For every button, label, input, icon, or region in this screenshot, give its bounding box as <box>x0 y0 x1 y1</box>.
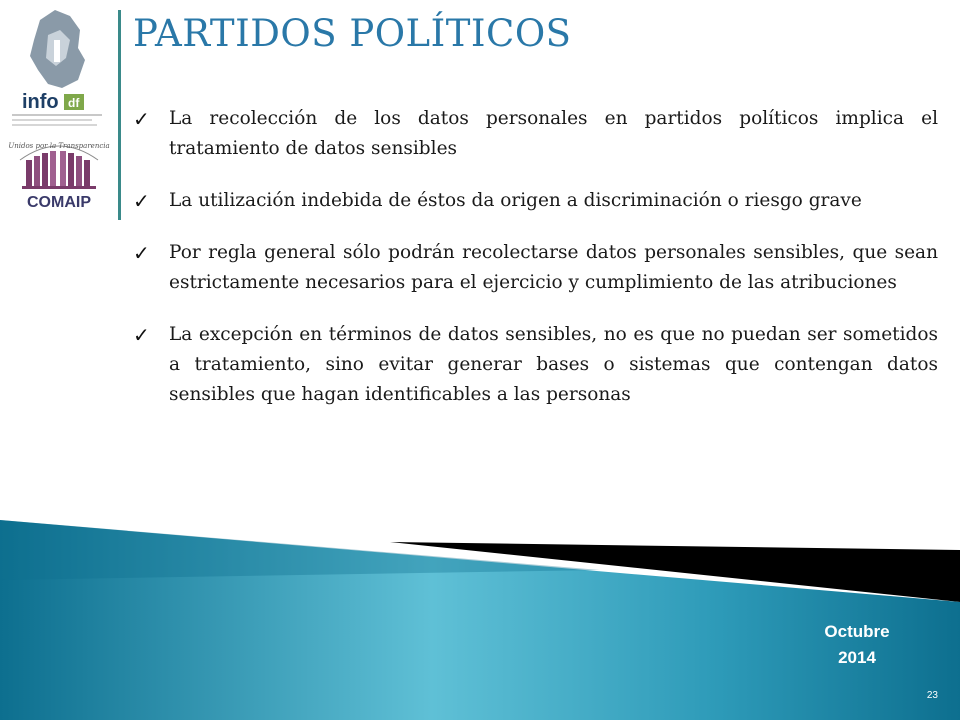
bullet-text: La excepción en términos de datos sensibles, no es que no puedan ser sometidos a tratamiento, sino evitar generar bases o sistemas que contengan datos sensibles que hagan identificables a las personas <box>169 324 938 405</box>
page-number: 23 <box>926 690 938 701</box>
bullet-item <box>132 320 938 410</box>
mexico-city-map-icon <box>30 10 85 88</box>
infodf-suffix-text: df <box>68 96 80 110</box>
bullet-text: La recolección de los datos personales en partidos políticos implica el tratamiento de datos sensibles <box>169 108 938 159</box>
logo-panel <box>0 0 118 225</box>
bullet-text: La utilización indebida de éstos da origen a discriminación o riesgo grave <box>169 190 862 211</box>
vertical-rule <box>118 10 121 220</box>
page-title: PARTIDOS POLÍTICOS <box>133 12 572 55</box>
comaip-brand-text: COMAIP <box>27 194 91 211</box>
checkmark-icon: ✓ <box>133 241 150 265</box>
bullet-item <box>132 238 938 298</box>
footer-year: 2014 <box>838 648 876 667</box>
checkmark-icon: ✓ <box>133 107 150 131</box>
checkmark-icon: ✓ <box>133 323 150 347</box>
bullet-item <box>132 104 938 164</box>
comaip-motto: Unidos por la Transparencia <box>8 142 110 150</box>
books-shelf-icon <box>20 146 98 189</box>
bullet-item <box>132 186 938 216</box>
logos-graphic <box>0 0 118 225</box>
footer-month: Octubre <box>824 622 890 641</box>
checkmark-icon: ✓ <box>133 189 150 213</box>
bullet-list <box>132 104 938 432</box>
footer-date <box>802 619 912 671</box>
bullet-text: Por regla general sólo podrán recolectarse datos personales sensibles, que sean estrictamente necesarios para el ejercicio y cumplimiento de las atribuciones <box>169 242 938 293</box>
infodf-brand-text: info <box>22 91 59 113</box>
